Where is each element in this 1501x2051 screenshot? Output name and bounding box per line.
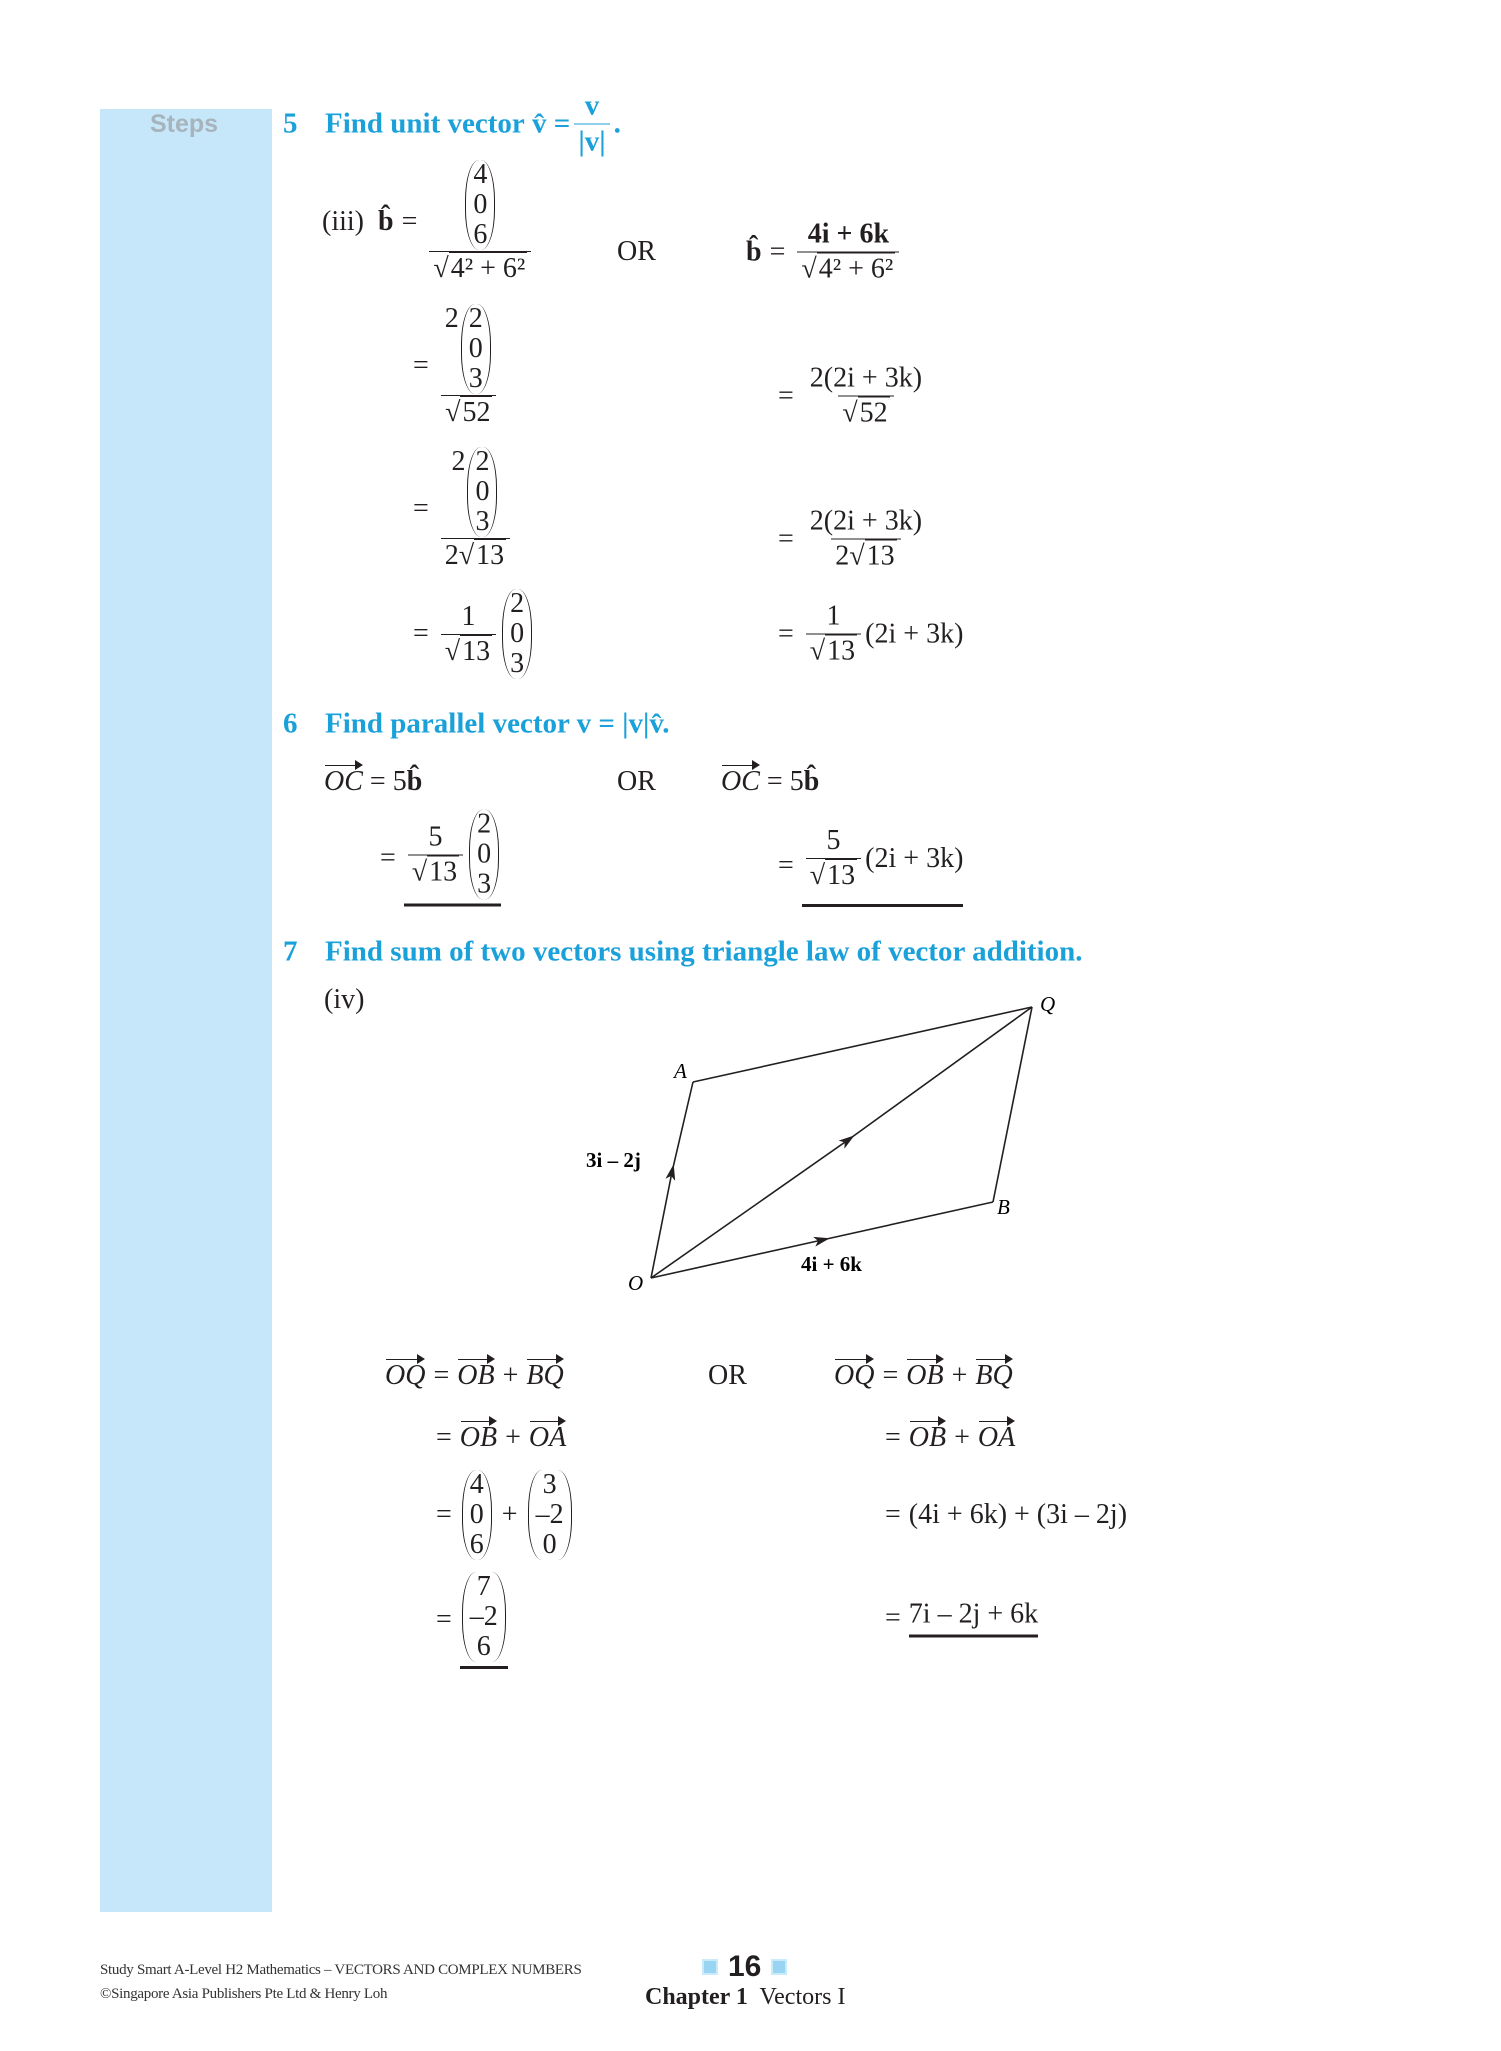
vector-bq: BQ bbox=[975, 1360, 1013, 1391]
vec-entry: –2 bbox=[535, 1499, 564, 1530]
numerator: 5 bbox=[428, 821, 443, 852]
vec-entry: 7 bbox=[476, 1571, 491, 1602]
step7-right-line3 bbox=[877, 1499, 1127, 1531]
column-vector bbox=[462, 1572, 506, 1662]
numerator: 1 bbox=[461, 600, 476, 632]
point-o-label: O bbox=[628, 1271, 644, 1295]
vector-expression: (2i + 3k) bbox=[865, 842, 964, 874]
step-title: Find sum of two vectors using triangle law of vector addition. bbox=[325, 935, 1083, 968]
plus: + bbox=[501, 1499, 518, 1530]
equals: = bbox=[885, 1602, 901, 1633]
rhs: = 5 bbox=[766, 766, 804, 797]
vector-oq: OQ bbox=[834, 1360, 875, 1391]
vec-entry: 0 bbox=[542, 1529, 557, 1560]
square-bullet-icon bbox=[771, 1959, 787, 1975]
vec-entry: 3 bbox=[510, 648, 525, 679]
vector-oc: OC bbox=[324, 766, 363, 797]
vector-oq: OQ bbox=[385, 1360, 426, 1391]
b-hat: b̂ bbox=[746, 236, 762, 267]
step7-left-line4 bbox=[428, 1571, 508, 1669]
equals: = bbox=[401, 206, 418, 237]
point-q-label: Q bbox=[1040, 992, 1056, 1016]
equals: = bbox=[778, 523, 794, 554]
equals: = bbox=[885, 1422, 901, 1453]
numerator: v bbox=[584, 89, 600, 122]
or-label: OR bbox=[617, 766, 656, 797]
vec-entry: 4 bbox=[473, 159, 488, 190]
numerator: 2(2i + 3k) bbox=[809, 505, 923, 537]
chapter-number: Chapter 1 bbox=[645, 1984, 748, 2010]
vec-entry: 0 bbox=[469, 1499, 484, 1530]
rhs: = 5 bbox=[369, 766, 407, 797]
vector-ob: OB bbox=[906, 1360, 944, 1391]
numerator: 2(2i + 3k) bbox=[809, 362, 923, 394]
equals: = bbox=[778, 850, 794, 881]
vec-entry: 4 bbox=[469, 1469, 484, 1500]
vector-expression: (4i + 6k) + (3i – 2j) bbox=[908, 1499, 1128, 1530]
formula-lhs: v̂ = bbox=[532, 107, 571, 140]
vec-entry: 0 bbox=[477, 838, 492, 870]
step7-left-line2 bbox=[428, 1422, 566, 1454]
fraction: $\frac{2(2i + 3k)}{2√13}$ bbox=[806, 506, 926, 573]
vec-entry: 3 bbox=[475, 506, 490, 537]
steps-label: Steps bbox=[150, 110, 219, 138]
plus: + bbox=[505, 1422, 521, 1453]
vector-ob: OB bbox=[459, 1422, 498, 1453]
step-number: 5 bbox=[283, 107, 298, 140]
vector-expression: (2i + 3k) bbox=[865, 618, 964, 649]
answer-underline: 7i – 2j + 6k bbox=[909, 1599, 1038, 1638]
vec-entry: 2 bbox=[510, 588, 525, 619]
equals: = bbox=[882, 1360, 899, 1391]
vec-entry: 3 bbox=[477, 868, 492, 900]
equals: = bbox=[413, 350, 429, 381]
vec-entry: 6 bbox=[476, 1631, 491, 1662]
step7-left-line1 bbox=[385, 1360, 564, 1392]
equals: = bbox=[413, 618, 429, 649]
part-label: (iv) bbox=[324, 984, 365, 1015]
equals: = bbox=[413, 493, 429, 524]
vec-entry: –2 bbox=[469, 1601, 498, 1632]
vec-entry: 0 bbox=[473, 189, 488, 220]
step-title: Find unit vector bbox=[325, 107, 525, 140]
vec-entry: 2 bbox=[468, 303, 483, 334]
vec-entry: 3 bbox=[542, 1469, 557, 1500]
plus: + bbox=[954, 1422, 970, 1453]
vec-entry: 0 bbox=[475, 476, 490, 507]
fraction: $\frac{4i + 6k}{\text{√4² + 6²}}$ bbox=[797, 219, 899, 286]
fraction: $\frac{5}{√13}$ bbox=[806, 825, 861, 892]
equals: = bbox=[436, 1499, 452, 1530]
point-b-label: B bbox=[997, 1195, 1010, 1219]
edge-oa bbox=[651, 1082, 693, 1278]
page-number-text: 16 bbox=[728, 1950, 762, 1983]
numerator: 1 bbox=[826, 600, 841, 632]
fraction: 2 2 0 3 √52 bbox=[441, 303, 497, 429]
ob-vector-label: 4i + 6k bbox=[801, 1252, 862, 1276]
step-title: Find parallel vector v = |v|v̂. bbox=[325, 707, 670, 740]
edge-oq bbox=[651, 1007, 1032, 1278]
answer-underline bbox=[460, 1571, 508, 1669]
book-title: Study Smart A-Level H2 Mathematics – VECTORS AND COMPLEX NUMBERS bbox=[100, 1962, 582, 1978]
coefficient: 2 bbox=[835, 540, 850, 572]
radicand: 13 bbox=[827, 860, 856, 891]
or-label: OR bbox=[708, 1360, 747, 1391]
vec-entry: 0 bbox=[468, 333, 483, 364]
vec-entry: 3 bbox=[468, 363, 483, 394]
vector-oa: OA bbox=[977, 1422, 1016, 1453]
fraction: $\frac{1}{√13}$ bbox=[441, 601, 496, 668]
square-bullet-icon bbox=[702, 1959, 718, 1975]
fraction: $\frac{2(2i + 3k)}{√52}$ bbox=[806, 363, 926, 430]
step-number: 7 bbox=[283, 935, 298, 968]
vec-entry: 6 bbox=[473, 219, 488, 250]
fraction: 2 2 0 3 2√13 bbox=[441, 446, 510, 572]
fraction: 4 0 6 √4² + 6² bbox=[429, 159, 531, 285]
coefficient: 2 bbox=[444, 540, 459, 571]
step7-left-line3 bbox=[428, 1470, 574, 1560]
point-a-label: A bbox=[674, 1059, 687, 1083]
numerator: 4i + 6k bbox=[807, 218, 890, 250]
equals: = bbox=[885, 1499, 901, 1530]
vec-entry: 2 bbox=[477, 808, 492, 840]
vector-ob: OB bbox=[457, 1360, 495, 1391]
part-label: (iii) bbox=[322, 206, 364, 237]
radicand: 13 bbox=[429, 856, 458, 887]
equals: = bbox=[778, 618, 794, 649]
plus: + bbox=[951, 1360, 968, 1391]
step7-right-line1 bbox=[834, 1360, 1013, 1392]
vector-ob: OB bbox=[908, 1422, 947, 1453]
radicand: 13 bbox=[476, 540, 505, 571]
radicand: 52 bbox=[462, 397, 491, 428]
equals: = bbox=[436, 1422, 452, 1453]
radicand: 13 bbox=[462, 635, 491, 667]
vector-oa: OA bbox=[528, 1422, 567, 1453]
period: . bbox=[613, 107, 621, 140]
column-vector bbox=[462, 1470, 492, 1560]
radicand: 13 bbox=[866, 540, 895, 572]
vector-bq: BQ bbox=[526, 1360, 564, 1391]
vec-entry: 0 bbox=[510, 618, 525, 649]
chapter-title: Vectors I bbox=[759, 1984, 846, 2010]
equals: = bbox=[769, 236, 786, 267]
radicand: 4² + 6² bbox=[818, 253, 894, 285]
radicand: 52 bbox=[859, 397, 888, 429]
vec-entry: 2 bbox=[475, 446, 490, 477]
equals: = bbox=[380, 842, 396, 873]
equals: = bbox=[436, 1604, 452, 1635]
coefficient: 2 bbox=[451, 446, 466, 477]
b-hat: b̂ bbox=[378, 206, 394, 237]
fraction: $\frac{5}{√13}$ bbox=[408, 821, 463, 888]
step-number: 6 bbox=[283, 707, 298, 740]
vector-oc: OC bbox=[721, 766, 760, 797]
radicand: 13 bbox=[827, 635, 856, 667]
b-hat: b̂ bbox=[406, 766, 423, 797]
equals: = bbox=[778, 380, 794, 411]
copyright: ©Singapore Asia Publishers Pte Ltd & Henry Loh bbox=[100, 1986, 388, 2002]
fraction: $\frac{1}{√13}$ bbox=[806, 601, 861, 668]
equals: = bbox=[433, 1360, 450, 1391]
coefficient: 2 bbox=[444, 303, 459, 334]
or-label: OR bbox=[617, 236, 656, 267]
oa-vector-label: 3i – 2j bbox=[586, 1148, 641, 1172]
column-vector bbox=[528, 1470, 572, 1560]
page-number bbox=[702, 1950, 787, 1984]
step7-right-line2 bbox=[877, 1422, 1015, 1454]
radicand: 4² + 6² bbox=[450, 253, 526, 284]
plus: + bbox=[502, 1360, 519, 1391]
step7-right-line4 bbox=[877, 1599, 1038, 1638]
vec-entry: 6 bbox=[469, 1529, 484, 1560]
edge-qb bbox=[993, 1007, 1032, 1202]
chapter-label bbox=[645, 1984, 845, 2011]
b-hat: b̂ bbox=[803, 766, 820, 797]
numerator: 5 bbox=[826, 825, 841, 856]
denominator: |v| bbox=[574, 124, 609, 159]
